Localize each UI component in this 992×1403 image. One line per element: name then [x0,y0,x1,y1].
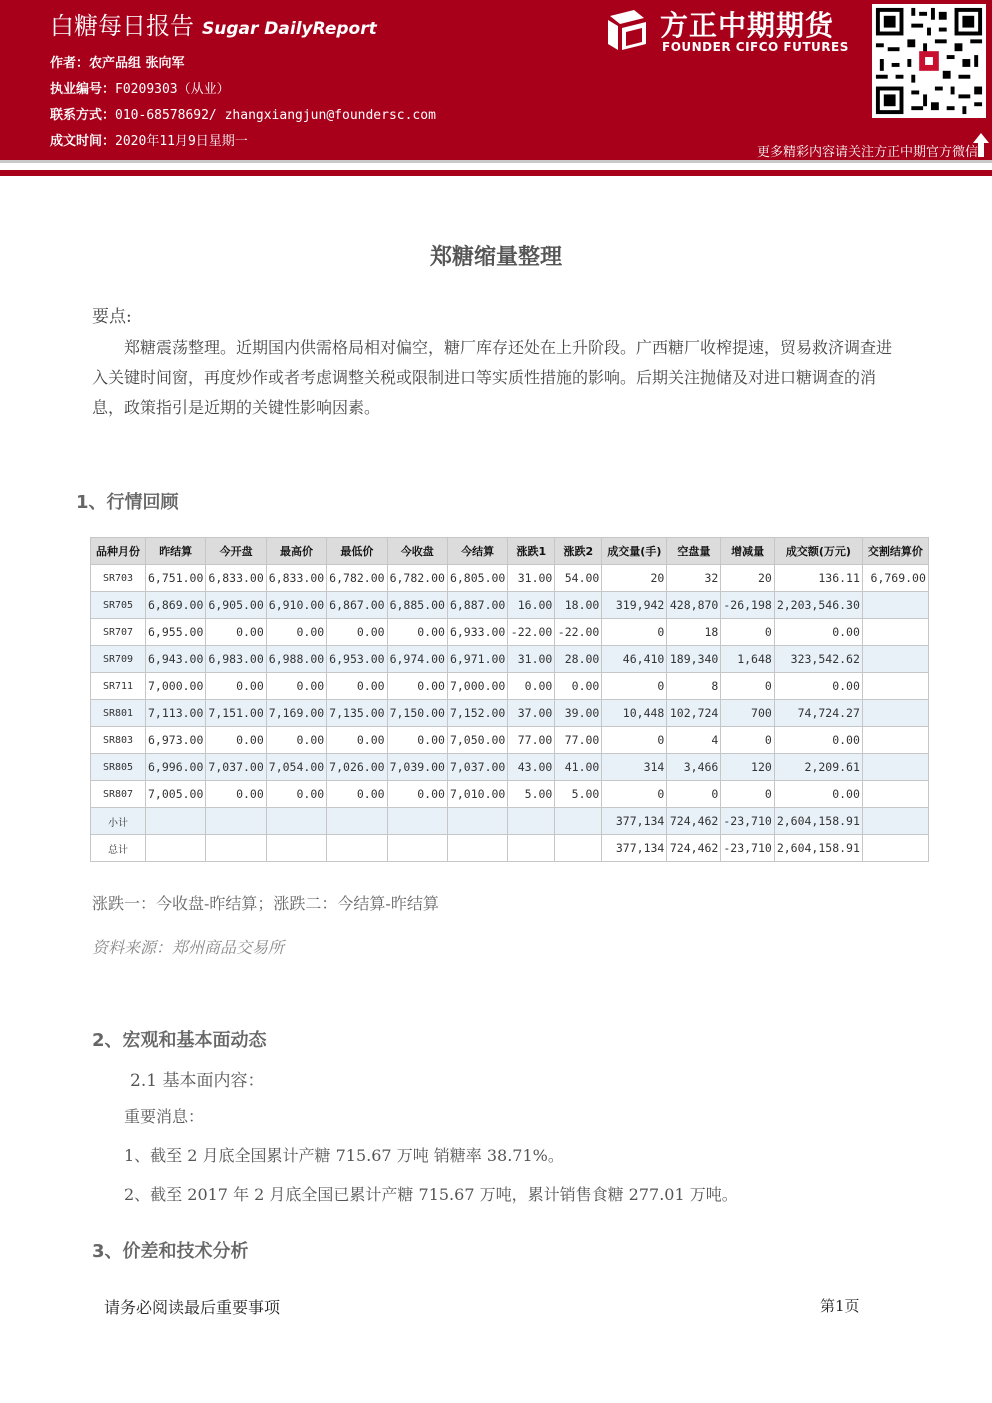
table-cell [266,808,326,835]
table-cell [862,673,928,700]
date-line [50,130,248,149]
table-cell: 6,782.00 [327,565,387,592]
table-header-cell: 今结算 [447,538,507,565]
report-title-en: Sugar DailyReport [202,19,377,39]
table-cell: 4 [667,727,721,754]
table-cell: 6,887.00 [447,592,507,619]
table-cell [146,808,206,835]
contract-cell: SR709 [91,646,146,673]
table-cell: 6,869.00 [146,592,206,619]
table-cell: 7,000.00 [146,673,206,700]
table-cell: 7,037.00 [206,754,266,781]
table-cell: 0.00 [774,727,862,754]
table-cell: 0 [721,673,774,700]
table-cell: 37.00 [508,700,555,727]
table-cell: 724,462 [667,835,721,862]
table-header-cell: 最高价 [266,538,326,565]
table-row [91,727,929,754]
table-cell: 724,462 [667,808,721,835]
page-number: 第1页 [820,1297,860,1315]
table-cell: 0.00 [327,781,387,808]
table-cell: 0.00 [774,619,862,646]
table-header-cell: 增减量 [721,538,774,565]
table-cell: 0.00 [206,619,266,646]
license-line [50,78,230,97]
table-cell: 0.00 [206,727,266,754]
table-cell: 0.00 [327,727,387,754]
table-cell: 0 [667,781,721,808]
table-cell: 32 [667,565,721,592]
table-cell: 20 [602,565,667,592]
keypoints-heading: 要点: [92,307,132,327]
table-cell: 0.00 [774,673,862,700]
table-cell: -23,710 [721,808,774,835]
table-cell: 6,833.00 [266,565,326,592]
section-2-heading: 2、宏观和基本面动态 [92,1030,267,1051]
contract-cell: 总计 [91,835,146,862]
table-cell: 8 [667,673,721,700]
table-cell: 6,867.00 [327,592,387,619]
table-cell: 54.00 [555,565,602,592]
table-cell: 77.00 [555,727,602,754]
table-row [91,565,929,592]
table-cell: 0.00 [206,673,266,700]
table-cell: 7,039.00 [387,754,447,781]
table-header-cell: 今开盘 [206,538,266,565]
table-row [91,592,929,619]
table-cell: 10,448 [602,700,667,727]
table-cell [146,835,206,862]
contract-cell: SR805 [91,754,146,781]
table-header-row [91,538,929,565]
table-cell: 0.00 [508,673,555,700]
table-cell: 6,988.00 [266,646,326,673]
table-cell: 136.11 [774,565,862,592]
table-cell: 6,971.00 [447,646,507,673]
table-cell: 46,410 [602,646,667,673]
author-line [50,52,185,71]
table-cell: 7,151.00 [206,700,266,727]
table-cell: 314 [602,754,667,781]
report-title-cn: 白糖每日报告 [50,12,194,40]
table-cell: 43.00 [508,754,555,781]
table-note: 涨跌一：今收盘-昨结算；涨跌二：今结算-昨结算 [92,894,439,913]
table-cell: 1,648 [721,646,774,673]
table-cell: 6,973.00 [146,727,206,754]
table-cell: 7,026.00 [327,754,387,781]
table-cell [862,808,928,835]
table-cell [862,727,928,754]
contact-label: 联系方式： [50,108,116,123]
table-cell: -22.00 [508,619,555,646]
table-cell: 0.00 [266,673,326,700]
table-row [91,808,929,835]
founder-logo-icon [604,8,652,52]
table-cell: 6,769.00 [862,565,928,592]
table-cell: 7,150.00 [387,700,447,727]
header-divider [0,160,992,163]
footer-notice: 请务必阅读最后重要事项 [104,1298,281,1317]
table-header-cell: 昨结算 [146,538,206,565]
table-cell: 6,983.00 [206,646,266,673]
table-cell [862,781,928,808]
logo-text-en: FOUNDER CIFCO FUTURES [662,40,849,54]
table-cell: 31.00 [508,646,555,673]
contract-cell: SR705 [91,592,146,619]
table-cell [387,835,447,862]
table-cell: 0.00 [327,673,387,700]
table-cell: 7,000.00 [447,673,507,700]
table-cell: 700 [721,700,774,727]
follow-wechat-text: 更多精彩内容请关注方正中期官方微信 [756,145,978,160]
table-cell: 6,885.00 [387,592,447,619]
table-cell [327,808,387,835]
table-cell: 0 [721,619,774,646]
table-cell: 2,203,546.30 [774,592,862,619]
table-cell: 16.00 [508,592,555,619]
report-header [0,0,992,160]
table-header-cell: 涨跌2 [555,538,602,565]
table-row [91,700,929,727]
table-cell: 7,135.00 [327,700,387,727]
table-cell [508,808,555,835]
section-3-heading: 3、价差和技术分析 [92,1241,249,1262]
table-cell: 0.00 [774,781,862,808]
table-row [91,619,929,646]
contact-value[interactable]: 010-68578692/ zhangxiangjun@foundersc.com [115,108,436,123]
subsection-2-1-heading: 2.1 基本面内容： [130,1071,265,1091]
table-header-cell: 空盘量 [667,538,721,565]
date-label: 成文时间： [50,134,116,149]
table-cell: 7,005.00 [146,781,206,808]
table-cell: 0.00 [387,619,447,646]
table-cell: 0 [602,619,667,646]
table-cell: 2,604,158.91 [774,808,862,835]
table-cell: 6,805.00 [447,565,507,592]
license-value: F0209303（从业） [115,82,230,97]
table-header-cell: 今收盘 [387,538,447,565]
table-cell: 323,542.62 [774,646,862,673]
table-cell: 5.00 [508,781,555,808]
table-cell: 377,134 [602,835,667,862]
table-cell: 6,996.00 [146,754,206,781]
table-cell: 2,604,158.91 [774,835,862,862]
table-cell [862,592,928,619]
arrow-up-icon [972,132,990,158]
table-cell: 6,943.00 [146,646,206,673]
table-cell: 6,833.00 [206,565,266,592]
table-cell [508,835,555,862]
contract-cell: SR703 [91,565,146,592]
table-cell: 0.00 [266,781,326,808]
table-cell: 77.00 [508,727,555,754]
table-cell: 20 [721,565,774,592]
table-cell: 7,050.00 [447,727,507,754]
table-cell: 0 [721,727,774,754]
table-cell: 377,134 [602,808,667,835]
table-cell [327,835,387,862]
table-row [91,754,929,781]
contract-cell: SR803 [91,727,146,754]
table-cell: 41.00 [555,754,602,781]
table-row [91,835,929,862]
contract-cell: 小计 [91,808,146,835]
news-item-1: 1、截至 2 月底全国累计产糖 715.67 万吨 销糖率 38.71%。 [124,1146,564,1165]
table-header-cell: 涨跌1 [508,538,555,565]
keypoints-paragraph: 郑糖震荡整理。近期国内供需格局相对偏空，糖厂库存还处在上升阶段。广西糖厂收榨提速，贸易救济调查进入关键时间窗，再度炒作或者考虑调整关税或限制进口等实质性措施的影响。后期关注抛储及对进口糖调查的消息，政策指引是近期的关键性影响因素。 [92,338,893,417]
document-title: 郑糖缩量整理 [429,245,562,270]
contact-line [50,104,436,123]
wechat-qr-code[interactable] [872,4,986,118]
table-cell: 0.00 [555,673,602,700]
table-cell: 6,910.00 [266,592,326,619]
table-cell: 0.00 [266,727,326,754]
table-cell: 18.00 [555,592,602,619]
news-label: 重要消息： [124,1107,205,1126]
table-cell: 0 [721,781,774,808]
table-cell: 5.00 [555,781,602,808]
table-cell: -22.00 [555,619,602,646]
table-cell: 0.00 [206,781,266,808]
table-cell: 0.00 [266,619,326,646]
table-cell [206,835,266,862]
table-cell [555,835,602,862]
section-1-heading: 1、行情回顾 [76,492,179,513]
table-cell: 6,751.00 [146,565,206,592]
license-label: 执业编号： [50,82,116,97]
table-cell: -26,198 [721,592,774,619]
table-cell [447,835,507,862]
logo-text-cn: 方正中期期货 [660,9,835,42]
table-cell: 6,933.00 [447,619,507,646]
contract-cell: SR807 [91,781,146,808]
table-cell: 189,340 [667,646,721,673]
table-cell: 7,113.00 [146,700,206,727]
table-row [91,673,929,700]
company-logo [604,8,866,60]
contract-cell: SR801 [91,700,146,727]
table-cell: 3,466 [667,754,721,781]
table-cell: 39.00 [555,700,602,727]
table-cell: 0.00 [387,781,447,808]
table-cell [862,754,928,781]
table-cell: 74,724.27 [774,700,862,727]
table-row [91,646,929,673]
table-cell: 0 [602,781,667,808]
table-cell: 6,953.00 [327,646,387,673]
table-cell: 6,974.00 [387,646,447,673]
table-cell [862,619,928,646]
table-cell [387,808,447,835]
data-source: 资料来源：郑州商品交易所 [92,938,285,957]
table-cell: 102,724 [667,700,721,727]
table-cell: 120 [721,754,774,781]
contract-cell: SR707 [91,619,146,646]
table-header-cell: 品种月份 [91,538,146,565]
report-title [50,6,377,41]
table-cell: 7,010.00 [447,781,507,808]
table-cell: 0.00 [387,673,447,700]
table-cell: 319,942 [602,592,667,619]
table-cell: 6,782.00 [387,565,447,592]
table-cell: 6,955.00 [146,619,206,646]
author-value: 农产品组 张向军 [89,56,185,71]
table-cell: 0 [602,727,667,754]
table-cell [206,808,266,835]
table-row [91,781,929,808]
table-cell: -23,710 [721,835,774,862]
contract-cell: SR711 [91,673,146,700]
table-cell [862,700,928,727]
table-cell: 0.00 [327,619,387,646]
table-cell [862,646,928,673]
table-header-cell: 最低价 [327,538,387,565]
table-cell: 7,054.00 [266,754,326,781]
table-cell: 0 [602,673,667,700]
table-cell: 7,169.00 [266,700,326,727]
table-cell: 18 [667,619,721,646]
table-cell [862,835,928,862]
author-label: 作者： [50,56,90,71]
header-accent-bar [0,170,992,176]
table-header-cell: 成交量(手) [602,538,667,565]
table-cell: 7,152.00 [447,700,507,727]
table-cell [447,808,507,835]
table-cell [555,808,602,835]
table-cell: 28.00 [555,646,602,673]
market-review-table [90,537,929,862]
table-cell: 6,905.00 [206,592,266,619]
table-cell: 7,037.00 [447,754,507,781]
table-cell: 428,870 [667,592,721,619]
table-header-cell: 成交额(万元) [774,538,862,565]
table-cell: 31.00 [508,565,555,592]
table-cell [266,835,326,862]
news-item-2: 2、截至 2017 年 2 月底全国已累计产糖 715.67 万吨，累计销售食糖 277.01 万吨。 [124,1185,738,1204]
table-cell: 2,209.61 [774,754,862,781]
table-body [91,565,929,862]
table-header-cell: 交割结算价 [862,538,928,565]
date-value: 2020年11月9日星期一 [115,134,248,149]
table-cell: 0.00 [387,727,447,754]
